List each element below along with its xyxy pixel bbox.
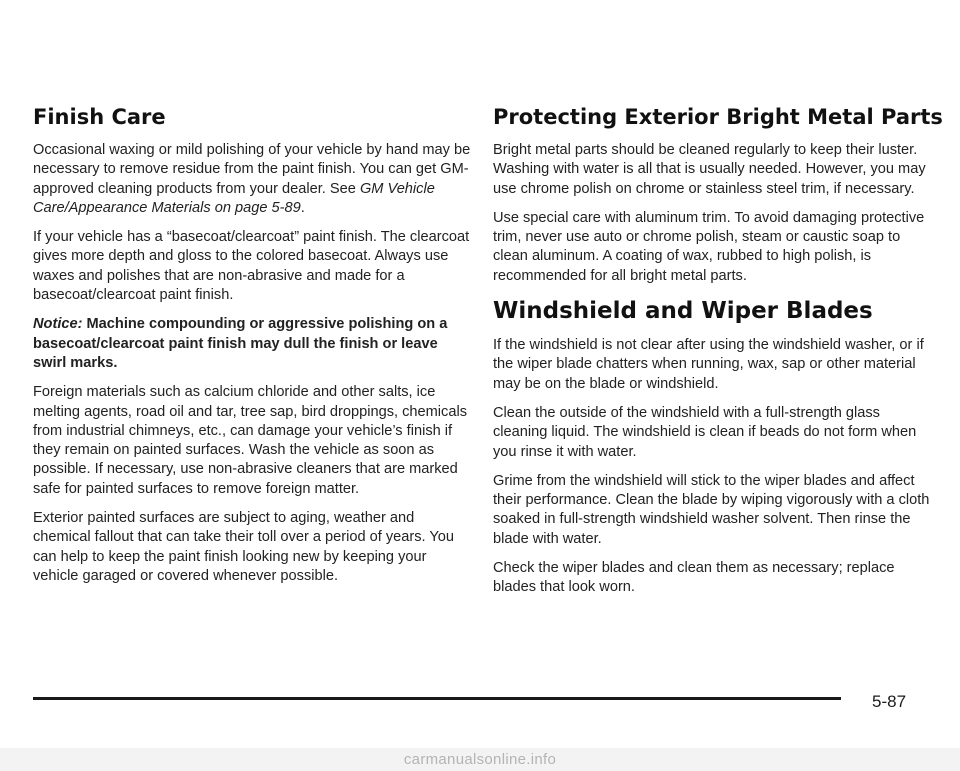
finish-care-paragraph-1-end: .	[300, 199, 305, 216]
footer-rule	[33, 697, 841, 700]
finish-care-paragraph-4: Exterior painted surfaces are subject to aging, weather and chemical fallout that can take their toll over a period of years. You can help to keep the paint finish looking new by keeping your vehicle garaged or covered whenever possible.	[33, 510, 455, 584]
windshield-paragraph-2: Clean the outside of the windshield with a full-strength glass cleaning liquid. The windshield is clean if beads do not form when you rinse it with water.	[493, 404, 917, 460]
right-column	[493, 103, 943, 608]
watermark: carmanualsonline.info	[0, 748, 960, 771]
finish-care-paragraph-2: If your vehicle has a “basecoat/clearcoat” paint finish. The clearcoat gives more depth and gloss to the colored basecoat. Always use waxes and polishes that are non-abrasive and made for a basecoat/clearcoat paint finish.	[33, 229, 470, 304]
windshield-paragraph-1: If the windshield is not clear after using the windshield washer, or if the wiper blade chatters when running, wax, sap or other material may be on the blade or windshield.	[493, 337, 924, 392]
left-column	[33, 103, 473, 596]
notice-text: Machine compounding or aggressive polishing on a basecoat/clearcoat paint finish may dull the finish or leave swirl marks.	[33, 316, 448, 371]
finish-care-paragraph-3: Foreign materials such as calcium chloride and other salts, ice melting agents, road oil and tar, tree sap, bird droppings, chemicals from industrial chimneys, etc., can damage your vehicle’s finish if they remain on painted surfaces. Wash the vehicle as soon as possible. If necessary, use non-abrasive cleaners that are marked safe for painted surfaces to remove foreign matter.	[33, 384, 467, 497]
finish-care-paragraph-1-text: Occasional waxing or mild polishing of your vehicle by hand may be necessary to remove residue from the paint finish. You can get GM-approved cleaning products from your dealer. See	[33, 142, 471, 197]
finish-care-heading: Finish Care	[33, 105, 166, 129]
finish-care-paragraph-1	[33, 141, 473, 218]
appearance-materials-reference: GM Vehicle Care/Appearance Materials on page 5-89	[33, 180, 435, 216]
windshield-heading: Windshield and Wiper Blades	[493, 298, 873, 325]
bright-metal-paragraph-2: Use special care with aluminum trim. To avoid damaging protective trim, never use auto or chrome polish, steam or caustic soap to clean aluminum. A coating of wax, rubbed to high polish, is recommended for all bright metal parts.	[493, 209, 925, 284]
page-number: 5-87	[872, 692, 907, 711]
windshield-paragraph-3: Grime from the windshield will stick to the wiper blades and affect their performance. Clean the blade by wiping vigorously with a cloth soaked in full-strength windshield washer solvent. Then rinse the blade with water.	[493, 472, 930, 547]
finish-care-notice	[33, 315, 473, 373]
bright-metal-paragraph-1: Bright metal parts should be cleaned regularly to keep their luster. Washing with water is all that is usually needed. However, you may use chrome polish on chrome or stainless steel trim, if necessary.	[493, 142, 926, 197]
windshield-paragraph-4: Check the wiper blades and clean them as necessary; replace blades that look worn.	[493, 560, 895, 596]
bright-metal-heading: Protecting Exterior Bright Metal Parts	[493, 105, 943, 129]
notice-label: Notice:	[33, 316, 83, 333]
